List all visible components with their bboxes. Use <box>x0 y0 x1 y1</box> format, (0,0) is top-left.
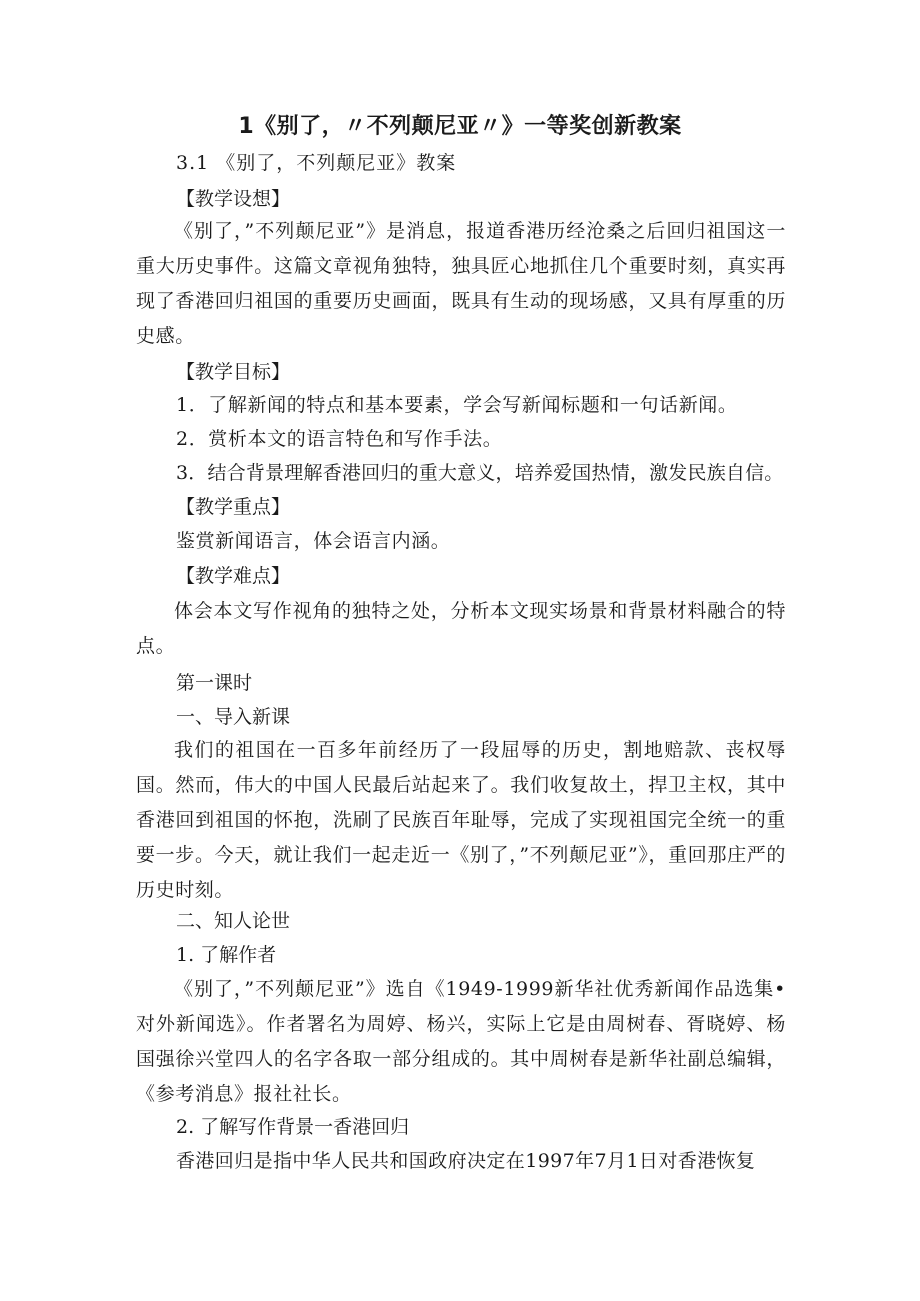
heading-key: 【教学重点】 <box>176 496 291 518</box>
paragraph-context: 香港回归是指中华人民共和国政府决定在1997年7月1日对香港恢复 <box>176 1150 756 1172</box>
lesson-label: 第一课时 <box>176 672 253 694</box>
goal-item-1: 1．了解新闻的特点和基本要素，学会写新闻标题和一句话新闻。 <box>176 394 738 416</box>
subheading-context: 2. 了解写作背景一香港回归 <box>176 1116 410 1138</box>
paragraph-intro: 我们的祖国在一百多年前经历了一段屈辱的历史，割地赔款、丧权辱国。然而，伟大的中国人民最后站起来了。我们收复故土，捍卫主权，其中香港回到祖国的怀抱，洗刷了民族百年耻辱，完成了实现祖国完全统一的重要一步。今天，就让我们一起走近一《别了，”不列颠尼亚”》，重回那庄严的历史时刻。 <box>136 739 786 901</box>
heading-goals: 【教学目标】 <box>176 361 291 383</box>
document-title: 1《别了，〃不列颠尼亚〃》一等奖创新教案 <box>238 114 682 139</box>
paragraph-key: 鉴赏新闻语言，体会语言内涵。 <box>176 530 451 552</box>
subheading-author: 1. 了解作者 <box>176 944 277 966</box>
goal-item-2: 2．赏析本文的语言特色和写作手法。 <box>176 428 503 450</box>
section-heading-background: 二、知人论世 <box>176 910 291 932</box>
goal-item-3: 3．结合背景理解香港回归的重大意义，培养爱国热情，激发民族自信。 <box>176 462 784 484</box>
paragraph-author: 《别了，”不列颠尼亚”》选自《1949-1999新华社优秀新闻作品选集•对外新闻选》。作者署名为周婷、杨兴，实际上它是由周树春、胥晓婷、杨国强徐兴堂四人的名字各取一部分组成的。其中周树春是新华社副总编辑，《参考消息》报社社长。 <box>136 978 786 1105</box>
paragraph-difficulty: 体会本文写作视角的独特之处，分析本文现实场景和背景材料融合的特点。 <box>136 600 786 657</box>
heading-difficulty: 【教学难点】 <box>176 565 291 587</box>
paragraph-design: 《别了，”不列颠尼亚”》是消息，报道香港历经沧桑之后回归祖国这一重大历史事件。这篇文章视角独特，独具匠心地抓住几个重要时刻，真实再现了香港回归祖国的重要历史画面，既具有生动的现场感，又具有厚重的历史感。 <box>136 220 786 347</box>
section-heading-intro: 一、导入新课 <box>176 706 291 728</box>
heading-design: 【教学设想】 <box>176 188 291 210</box>
lesson-subtitle: 3.1 《别了，不列颠尼亚》教案 <box>176 152 457 174</box>
